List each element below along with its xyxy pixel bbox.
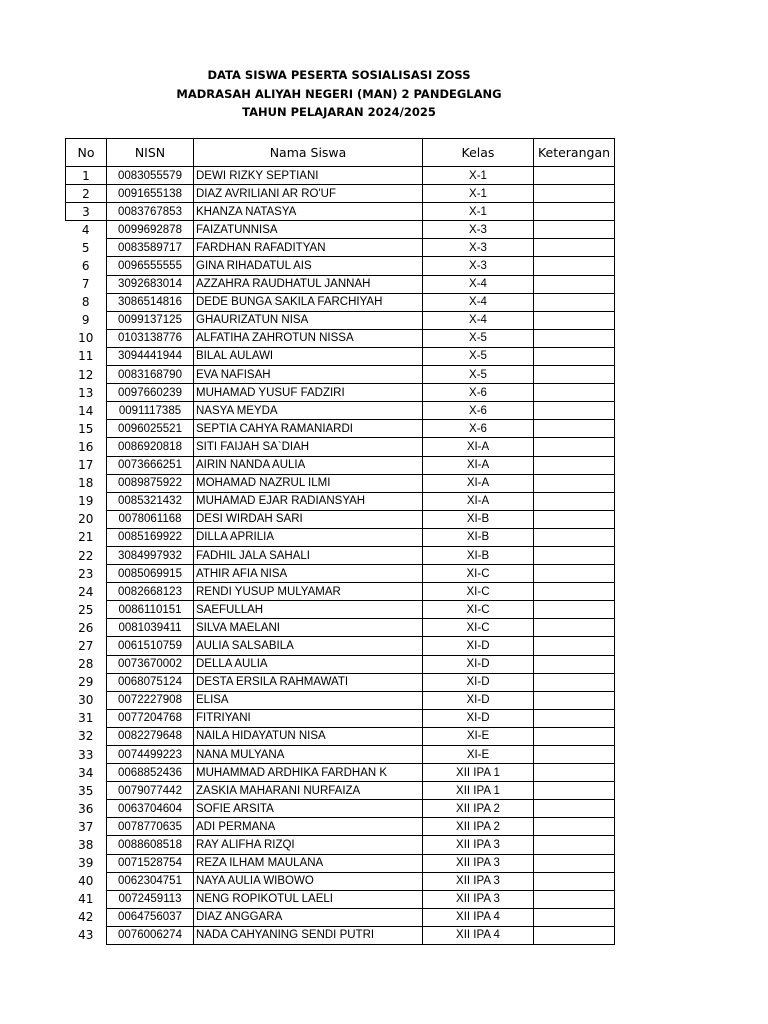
table-row [66, 528, 615, 546]
cell-keterangan [534, 727, 615, 745]
cell-nama-siswa: MUHAMAD YUSUF FADZIRI [194, 384, 423, 402]
cell-nama-siswa: DIAZ ANGGARA [194, 908, 423, 926]
cell-nama-siswa: MOHAMAD NAZRUL ILMI [194, 474, 423, 492]
cell-no: 20 [66, 510, 107, 528]
table-row [66, 329, 615, 347]
table-row [66, 167, 615, 185]
cell-keterangan [534, 528, 615, 546]
table-row [66, 890, 615, 908]
cell-no: 12 [66, 366, 107, 384]
cell-kelas: XI-E [423, 746, 534, 764]
cell-nisn: 0073670002 [107, 655, 194, 673]
cell-nama-siswa: DILLA APRILIA [194, 528, 423, 546]
cell-keterangan [534, 673, 615, 691]
cell-nisn: 0078061168 [107, 510, 194, 528]
cell-nisn: 0071528754 [107, 854, 194, 872]
cell-keterangan [534, 185, 615, 203]
table-row [66, 275, 615, 293]
cell-nisn: 0072227908 [107, 691, 194, 709]
cell-nama-siswa: FITRIYANI [194, 709, 423, 727]
cell-kelas: XI-C [423, 583, 534, 601]
table-row [66, 456, 615, 474]
table-row [66, 311, 615, 329]
table-row [66, 257, 615, 275]
cell-no: 4 [66, 221, 107, 239]
cell-nama-siswa: DESTA ERSILA RAHMAWATI [194, 673, 423, 691]
cell-keterangan [534, 854, 615, 872]
cell-nisn: 0103138776 [107, 329, 194, 347]
cell-nisn: 0068852436 [107, 764, 194, 782]
cell-no: 29 [66, 673, 107, 691]
cell-nisn: 0085169922 [107, 528, 194, 546]
cell-no: 39 [66, 854, 107, 872]
table-row [66, 347, 615, 365]
cell-nisn: 0088608518 [107, 836, 194, 854]
cell-kelas: XI-D [423, 709, 534, 727]
cell-nama-siswa: NAILA HIDAYATUN NISA [194, 727, 423, 745]
cell-keterangan [534, 456, 615, 474]
cell-nisn: 0074499223 [107, 746, 194, 764]
cell-keterangan [534, 438, 615, 456]
cell-nisn: 0086920818 [107, 438, 194, 456]
cell-keterangan [534, 311, 615, 329]
cell-nisn: 0091655138 [107, 185, 194, 203]
table-row [66, 908, 615, 926]
cell-keterangan [534, 546, 615, 564]
cell-kelas: X-6 [423, 402, 534, 420]
cell-nama-siswa: NANA MULYANA [194, 746, 423, 764]
cell-kelas: XI-A [423, 438, 534, 456]
cell-kelas: X-5 [423, 347, 534, 365]
cell-keterangan [534, 655, 615, 673]
cell-nisn: 0068075124 [107, 673, 194, 691]
cell-nama-siswa: AZZAHRA RAUDHATUL JANNAH [194, 275, 423, 293]
cell-nisn: 3094441944 [107, 347, 194, 365]
cell-no: 13 [66, 384, 107, 402]
cell-kelas: X-4 [423, 275, 534, 293]
document-title: DATA SISWA PESERTA SOSIALISASI ZOSS [207, 68, 471, 82]
cell-nama-siswa: EVA NAFISAH [194, 366, 423, 384]
cell-nisn: 0091117385 [107, 402, 194, 420]
cell-nama-siswa: ADI PERMANA [194, 818, 423, 836]
student-table [65, 138, 615, 945]
cell-nama-siswa: FADHIL JALA SAHALI [194, 546, 423, 564]
cell-kelas: X-3 [423, 257, 534, 275]
cell-no: 43 [66, 926, 107, 944]
cell-no: 6 [66, 257, 107, 275]
cell-keterangan [534, 619, 615, 637]
cell-nisn: 0073666251 [107, 456, 194, 474]
cell-nisn: 0076006274 [107, 926, 194, 944]
cell-nama-siswa: DIAZ AVRILIANI AR RO'UF [194, 185, 423, 203]
cell-nama-siswa: SAEFULLAH [194, 601, 423, 619]
cell-kelas: X-4 [423, 293, 534, 311]
cell-keterangan [534, 691, 615, 709]
cell-kelas: XI-D [423, 637, 534, 655]
cell-no: 2 [66, 185, 107, 203]
cell-kelas: X-3 [423, 239, 534, 257]
cell-keterangan [534, 420, 615, 438]
column-header-nisn: NISN [107, 139, 194, 167]
cell-kelas: X-5 [423, 329, 534, 347]
cell-nama-siswa: AULIA SALSABILA [194, 637, 423, 655]
cell-no: 42 [66, 908, 107, 926]
cell-no: 23 [66, 565, 107, 583]
cell-nama-siswa: MUHAMMAD ARDHIKA FARDHAN K [194, 764, 423, 782]
cell-keterangan [534, 474, 615, 492]
cell-nama-siswa: NAYA AULIA WIBOWO [194, 872, 423, 890]
column-header-no: No [66, 139, 107, 167]
cell-nama-siswa: GINA RIHADATUL AIS [194, 257, 423, 275]
cell-nisn: 0077204768 [107, 709, 194, 727]
table-row [66, 546, 615, 564]
cell-nama-siswa: SEPTIA CAHYA RAMANIARDI [194, 420, 423, 438]
table-row [66, 818, 615, 836]
cell-kelas: XI-C [423, 619, 534, 637]
cell-nama-siswa: SILVA MAELANI [194, 619, 423, 637]
cell-nama-siswa: BILAL AULAWI [194, 347, 423, 365]
table-row [66, 402, 615, 420]
cell-kelas: XII IPA 2 [423, 800, 534, 818]
table-row [66, 438, 615, 456]
cell-nama-siswa: DELLA AULIA [194, 655, 423, 673]
cell-kelas: XI-B [423, 546, 534, 564]
cell-keterangan [534, 818, 615, 836]
cell-nama-siswa: MUHAMAD EJAR RADIANSYAH [194, 492, 423, 510]
cell-no: 8 [66, 293, 107, 311]
table-row [66, 836, 615, 854]
cell-nisn: 0064756037 [107, 908, 194, 926]
table-row [66, 727, 615, 745]
cell-nisn: 0086110151 [107, 601, 194, 619]
table-row [66, 709, 615, 727]
cell-no: 22 [66, 546, 107, 564]
cell-kelas: XII IPA 2 [423, 818, 534, 836]
table-row [66, 673, 615, 691]
cell-nama-siswa: FARDHAN RAFADITYAN [194, 239, 423, 257]
cell-no: 27 [66, 637, 107, 655]
cell-no: 21 [66, 528, 107, 546]
table-row [66, 764, 615, 782]
cell-nama-siswa: DEDE BUNGA SAKILA FARCHIYAH [194, 293, 423, 311]
cell-nisn: 0079077442 [107, 782, 194, 800]
table-row [66, 565, 615, 583]
cell-nama-siswa: DESI WIRDAH SARI [194, 510, 423, 528]
table-row [66, 637, 615, 655]
cell-kelas: XI-D [423, 691, 534, 709]
cell-no: 41 [66, 890, 107, 908]
cell-no: 16 [66, 438, 107, 456]
table-row [66, 601, 615, 619]
table-row [66, 420, 615, 438]
cell-kelas: XI-E [423, 727, 534, 745]
table-row [66, 203, 615, 221]
cell-keterangan [534, 329, 615, 347]
cell-keterangan [534, 764, 615, 782]
cell-keterangan [534, 384, 615, 402]
cell-no: 36 [66, 800, 107, 818]
cell-no: 35 [66, 782, 107, 800]
cell-keterangan [534, 872, 615, 890]
cell-kelas: X-6 [423, 384, 534, 402]
cell-kelas: XI-C [423, 601, 534, 619]
school-name: MADRASAH ALIYAH NEGERI (MAN) 2 PANDEGLANG [176, 86, 502, 101]
cell-no: 5 [66, 239, 107, 257]
cell-kelas: XII IPA 1 [423, 782, 534, 800]
cell-no: 10 [66, 329, 107, 347]
table-row [66, 619, 615, 637]
cell-nama-siswa: DEWI RIZKY SEPTIANI [194, 167, 423, 185]
cell-no: 28 [66, 655, 107, 673]
cell-kelas: X-1 [423, 203, 534, 221]
cell-nama-siswa: NASYA MEYDA [194, 402, 423, 420]
cell-nisn: 0063704604 [107, 800, 194, 818]
cell-no: 37 [66, 818, 107, 836]
cell-keterangan [534, 583, 615, 601]
cell-nama-siswa: RENDI YUSUP MULYAMAR [194, 583, 423, 601]
column-header-nama-siswa: Nama Siswa [194, 139, 423, 167]
cell-nisn: 3086514816 [107, 293, 194, 311]
cell-no: 17 [66, 456, 107, 474]
cell-kelas: XII IPA 4 [423, 908, 534, 926]
document-header [0, 66, 678, 122]
cell-keterangan [534, 890, 615, 908]
cell-no: 33 [66, 746, 107, 764]
cell-nama-siswa: KHANZA NATASYA [194, 203, 423, 221]
cell-nama-siswa: NENG ROPIKOTUL LAELI [194, 890, 423, 908]
column-header-kelas: Kelas [423, 139, 534, 167]
cell-nama-siswa: NADA CAHYANING SENDI PUTRI [194, 926, 423, 944]
table-row [66, 800, 615, 818]
cell-nisn: 0083055579 [107, 167, 194, 185]
table-row [66, 492, 615, 510]
cell-no: 15 [66, 420, 107, 438]
column-header-keterangan: Keterangan [534, 139, 615, 167]
cell-no: 14 [66, 402, 107, 420]
cell-keterangan [534, 239, 615, 257]
cell-kelas: XII IPA 1 [423, 764, 534, 782]
cell-kelas: XII IPA 3 [423, 854, 534, 872]
cell-keterangan [534, 908, 615, 926]
table-row [66, 221, 615, 239]
cell-keterangan [534, 293, 615, 311]
cell-nisn: 3092683014 [107, 275, 194, 293]
cell-no: 30 [66, 691, 107, 709]
cell-kelas: XI-D [423, 673, 534, 691]
cell-kelas: XI-D [423, 655, 534, 673]
cell-keterangan [534, 800, 615, 818]
cell-kelas: XI-A [423, 492, 534, 510]
cell-nisn: 0096025521 [107, 420, 194, 438]
cell-keterangan [534, 565, 615, 583]
cell-nisn: 0083589717 [107, 239, 194, 257]
cell-kelas: XII IPA 3 [423, 836, 534, 854]
cell-keterangan [534, 257, 615, 275]
cell-nisn: 0072459113 [107, 890, 194, 908]
cell-nisn: 0082668123 [107, 583, 194, 601]
cell-no: 26 [66, 619, 107, 637]
cell-kelas: XI-A [423, 456, 534, 474]
cell-keterangan [534, 167, 615, 185]
cell-kelas: X-1 [423, 185, 534, 203]
cell-nama-siswa: RAY ALIFHA RIZQI [194, 836, 423, 854]
cell-nama-siswa: ELISA [194, 691, 423, 709]
table-row [66, 691, 615, 709]
cell-keterangan [534, 203, 615, 221]
cell-keterangan [534, 275, 615, 293]
cell-no: 34 [66, 764, 107, 782]
table-row [66, 474, 615, 492]
table-row [66, 510, 615, 528]
cell-nama-siswa: SITI FAIJAH SA`DIAH [194, 438, 423, 456]
cell-no: 38 [66, 836, 107, 854]
cell-keterangan [534, 709, 615, 727]
cell-nama-siswa: GHAURIZATUN NISA [194, 311, 423, 329]
cell-nisn: 0085069915 [107, 565, 194, 583]
cell-kelas: XI-B [423, 510, 534, 528]
cell-nisn: 0096555555 [107, 257, 194, 275]
cell-nisn: 0082279648 [107, 727, 194, 745]
cell-keterangan [534, 601, 615, 619]
cell-no: 18 [66, 474, 107, 492]
table-row [66, 185, 615, 203]
cell-kelas: XII IPA 3 [423, 872, 534, 890]
cell-nisn: 0062304751 [107, 872, 194, 890]
cell-kelas: XII IPA 3 [423, 890, 534, 908]
cell-nisn: 0099692878 [107, 221, 194, 239]
cell-kelas: XI-A [423, 474, 534, 492]
cell-no: 32 [66, 727, 107, 745]
table-row [66, 926, 615, 944]
academic-year: TAHUN PELAJARAN 2024/2025 [242, 105, 436, 119]
cell-nama-siswa: SOFIE ARSITA [194, 800, 423, 818]
cell-no: 9 [66, 311, 107, 329]
cell-keterangan [534, 366, 615, 384]
cell-nisn: 3084997932 [107, 546, 194, 564]
cell-kelas: X-4 [423, 311, 534, 329]
table-row [66, 366, 615, 384]
cell-kelas: XI-C [423, 565, 534, 583]
cell-nisn: 0078770635 [107, 818, 194, 836]
cell-no: 11 [66, 347, 107, 365]
cell-nama-siswa: ZASKIA MAHARANI NURFAIZA [194, 782, 423, 800]
cell-keterangan [534, 402, 615, 420]
cell-keterangan [534, 492, 615, 510]
cell-keterangan [534, 782, 615, 800]
cell-no: 19 [66, 492, 107, 510]
table-header-row [66, 139, 615, 167]
cell-keterangan [534, 347, 615, 365]
table-row [66, 872, 615, 890]
cell-no: 1 [66, 167, 107, 185]
table-row [66, 854, 615, 872]
table-row [66, 583, 615, 601]
cell-nisn: 0083168790 [107, 366, 194, 384]
cell-keterangan [534, 637, 615, 655]
cell-no: 25 [66, 601, 107, 619]
cell-kelas: XI-B [423, 528, 534, 546]
cell-nisn: 0081039411 [107, 619, 194, 637]
table-row [66, 239, 615, 257]
table-row [66, 655, 615, 673]
cell-no: 24 [66, 583, 107, 601]
cell-nama-siswa: ATHIR AFIA NISA [194, 565, 423, 583]
cell-nisn: 0085321432 [107, 492, 194, 510]
table-row [66, 746, 615, 764]
table-row [66, 384, 615, 402]
cell-nama-siswa: ALFATIHA ZAHROTUN NISSA [194, 329, 423, 347]
cell-nama-siswa: AIRIN NANDA AULIA [194, 456, 423, 474]
cell-kelas: X-1 [423, 167, 534, 185]
cell-kelas: X-5 [423, 366, 534, 384]
cell-nisn: 0097660239 [107, 384, 194, 402]
cell-keterangan [534, 221, 615, 239]
cell-keterangan [534, 510, 615, 528]
cell-nisn: 0083767853 [107, 203, 194, 221]
cell-kelas: X-6 [423, 420, 534, 438]
cell-keterangan [534, 746, 615, 764]
cell-keterangan [534, 836, 615, 854]
cell-nisn: 0099137125 [107, 311, 194, 329]
cell-nama-siswa: REZA ILHAM MAULANA [194, 854, 423, 872]
table-row [66, 782, 615, 800]
cell-kelas: XII IPA 4 [423, 926, 534, 944]
table-body [66, 167, 615, 945]
cell-no: 31 [66, 709, 107, 727]
cell-no: 40 [66, 872, 107, 890]
cell-nisn: 0061510759 [107, 637, 194, 655]
cell-keterangan [534, 926, 615, 944]
cell-no: 7 [66, 275, 107, 293]
cell-nama-siswa: FAIZATUNNISA [194, 221, 423, 239]
table-row [66, 293, 615, 311]
cell-kelas: X-3 [423, 221, 534, 239]
cell-nisn: 0089875922 [107, 474, 194, 492]
cell-no: 3 [66, 203, 107, 221]
